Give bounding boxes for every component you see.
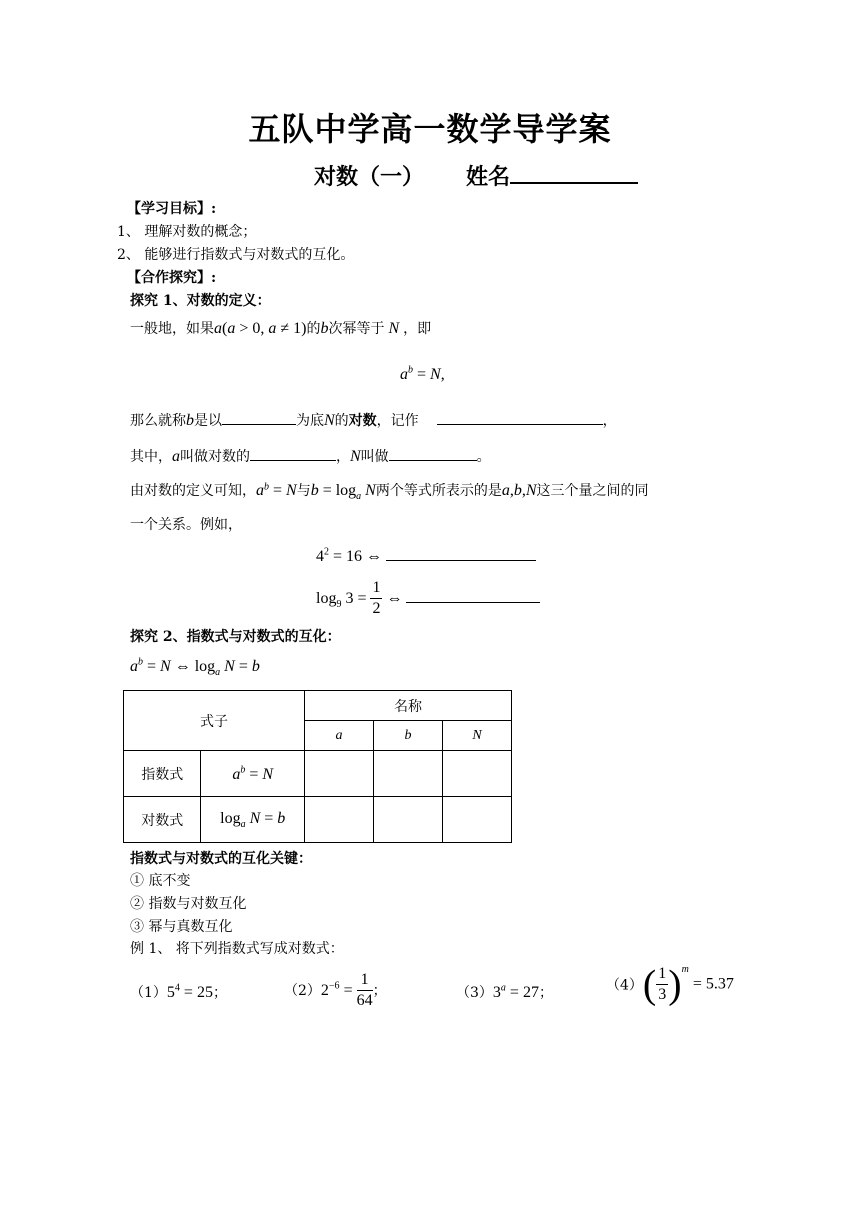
- definition-equation: $a^b = N$,: [400, 364, 445, 383]
- table-col-a: a: [305, 721, 374, 751]
- example-log-eq: $\log_9 3$ = $\frac{1}{2}$ ⇔: [316, 578, 540, 619]
- blank-example-2[interactable]: [406, 590, 540, 603]
- objectives-heading: 【学习目标】:: [127, 201, 217, 217]
- table-row-log-formula: $\log_a N = b$: [201, 797, 305, 843]
- blank-notation[interactable]: [437, 412, 603, 425]
- key-item: ③ 幂与真数互化: [130, 919, 233, 935]
- explore-1-title: 探究 1、对数的定义：: [130, 293, 271, 309]
- key-item: ② 指数与对数互化: [130, 896, 247, 912]
- table-header-name: 名称: [305, 691, 512, 721]
- table-row-log-label: 对数式: [124, 797, 201, 843]
- table-col-n: N: [443, 721, 512, 751]
- table-cell-exp-a[interactable]: [305, 751, 374, 797]
- example-item-4: （4）( $\frac{1}{3}$ )$^m$ = 5.37: [606, 961, 734, 1007]
- table-row-exp-label: 指数式: [124, 751, 201, 797]
- example-exp-eq: $4^2 = 16$ ⇔: [316, 546, 536, 566]
- definition-line-3: 其中，a叫做对数的 ，N叫做 。: [130, 448, 491, 465]
- explore-heading: 【合作探究】:: [127, 270, 217, 286]
- blank-example-1[interactable]: [386, 548, 536, 561]
- table-cell-exp-n[interactable]: [443, 751, 512, 797]
- conversion-equation: $a^b = N$ ⇔ $\log_a N = b$: [130, 656, 260, 679]
- key-heading: 指数式与对数式的互化关键：: [130, 851, 312, 867]
- lesson-title: 对数（一）: [314, 164, 425, 190]
- objective-item: 2、 能够进行指数式与对数式的互化。: [117, 247, 355, 263]
- table-row-exp-formula: $a^b = N$: [201, 751, 305, 797]
- name-blank[interactable]: [510, 164, 638, 184]
- definition-line-5: 一个关系。例如，: [130, 517, 242, 533]
- page-subtitle: [314, 160, 638, 191]
- example-item-3: $(3)3^a = 27$；: [456, 982, 553, 1001]
- example-item-2: $(2)2^{-6}$ = $\frac{1}{64}$ ；: [284, 971, 387, 1009]
- table-header-formula: 式子: [124, 691, 305, 751]
- table-cell-log-n[interactable]: [443, 797, 512, 843]
- name-label: 姓名: [466, 164, 511, 190]
- explore-2-title: 探究 2、指数式与对数式的互化：: [130, 629, 341, 645]
- definition-line-1: 一般地，如果a(a > 0, a ≠ 1)的b次幂等于 N ，即: [130, 320, 432, 337]
- table-cell-log-b[interactable]: [374, 797, 443, 843]
- definition-line-2: 那么就称b是以 为底N的对数，记作 ，: [130, 412, 617, 429]
- table-col-b: b: [374, 721, 443, 751]
- blank-a-name[interactable]: [250, 448, 336, 461]
- definition-line-4: 由对数的定义可知，$a^b = N$与$b = \log_a N$两个等式所表示的是a,b,N这三个量之间的同: [130, 481, 649, 502]
- blank-n-name[interactable]: [389, 448, 477, 461]
- example-title: 例 1、 将下列指数式写成对数式：: [130, 941, 344, 957]
- page-title: 五队中学高一数学导学案: [248, 110, 612, 148]
- objective-item: 1、 理解对数的概念；: [117, 224, 257, 240]
- conversion-table: [123, 690, 512, 843]
- key-item: ① 底不变: [130, 873, 191, 889]
- table-cell-exp-b[interactable]: [374, 751, 443, 797]
- blank-base[interactable]: [222, 412, 296, 425]
- example-item-1: $(1)5^4 = 25$；: [130, 982, 227, 1001]
- table-cell-log-a[interactable]: [305, 797, 374, 843]
